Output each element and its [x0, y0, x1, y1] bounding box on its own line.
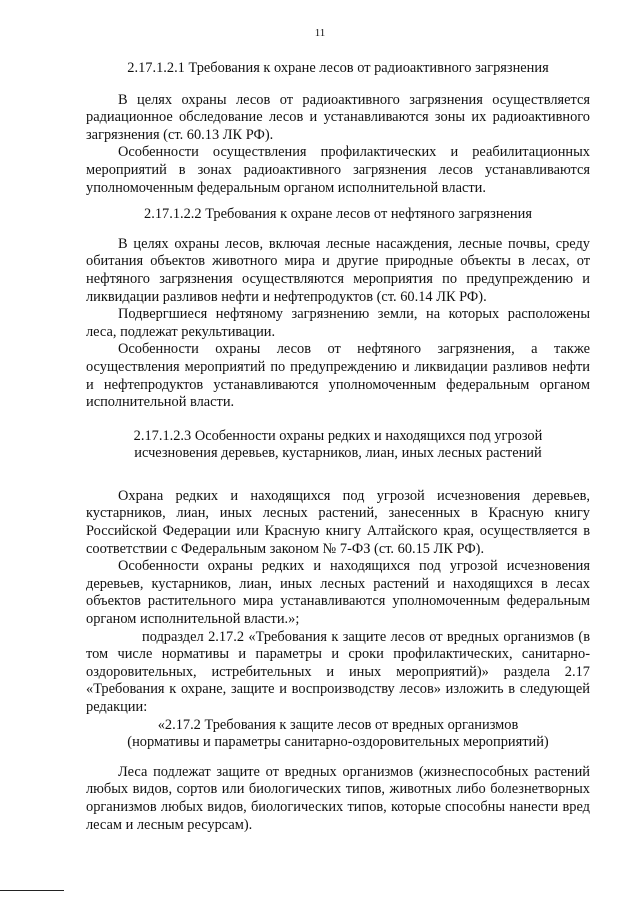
subsection-heading-line1: «2.17.2 Требования к защите лесов от вредных организмов	[157, 716, 519, 733]
subsection-heading-line2: (нормативы и параметры санитарно-оздоровительных мероприятий)	[127, 734, 549, 751]
page-number: 11	[314, 27, 326, 39]
paragraph: Подвергшиеся нефтяному загрязнению земли, на которых расположены леса, подлежат рекультивации.	[86, 306, 590, 340]
amendment-paragraph: подраздел 2.17.2 «Требования к защите лесов от вредных организмов (в том числе нормативы и параметры и сроки профилактических, санитарно-оздоровительных, истребительных и иных мероприятий)» раздела 2.17 «Требования к охране, защите и воспроизводству лесов» изложить в следующей редакции:	[86, 628, 590, 715]
footnote-divider	[0, 890, 64, 891]
paragraph: В целях охраны лесов от радиоактивного загрязнения осуществляется радиационное обследование лесов и устанавливаются зоны их радиоактивного загрязнения (ст. 60.13 ЛК РФ).	[86, 91, 590, 143]
section-heading-rare-line1: 2.17.1.2.3 Особенности охраны редких и находящихся под угрозой	[133, 427, 543, 444]
section-heading-rare-line2: исчезновения деревьев, кустарников, лиан, иных лесных растений	[134, 445, 542, 462]
paragraph: Леса подлежат защите от вредных организмов (жизнеспособных растений любых видов, сортов или биологических типов, животных либо болезнетворных организмов любых видов, биологических типов, которые способны нанести вред лесам и лесным ресурсам).	[86, 763, 590, 833]
paragraph: Охрана редких и находящихся под угрозой исчезновения деревьев, кустарников, лиан, иных лесных растений, занесенных в Красную книгу Российской Федерации или Красную книгу Алтайского края, осуществляется в соответствии с Федеральным законом № 7-ФЗ (ст. 60.15 ЛК РФ).	[86, 487, 590, 557]
document-body	[86, 60, 590, 834]
paragraph: В целях охраны лесов, включая лесные насаждения, лесные почвы, среду обитания объектов животного мира и другие природные объекты в лесах, от нефтяного загрязнения осуществляются мероприятия по предупреждению и ликвидации разливов нефти и нефтепродуктов (ст. 60.14 ЛК РФ).	[86, 235, 590, 305]
section-heading-rare	[86, 428, 590, 463]
paragraph: Особенности осуществления профилактических и реабилитационных мероприятий в зонах радиоактивного загрязнения лесов устанавливаются уполномоченным федеральным органом исполнительной власти.	[86, 144, 590, 196]
paragraph: Особенности охраны редких и находящихся под угрозой исчезновения деревьев, кустарников, лиан, иных лесных растений и находящихся в лесах объектов растительного мира устанавливаются уполномоченным федеральным органом исполнительной власти.»;	[86, 558, 590, 628]
section-heading-oil: 2.17.1.2.2 Требования к охране лесов от нефтяного загрязнения	[144, 206, 532, 223]
paragraph: Особенности охраны лесов от нефтяного загрязнения, а также осуществления мероприятий по предупреждению и ликвидации разливов нефти и нефтепродуктов устанавливаются уполномоченным федеральным органом исполнительной власти.	[86, 341, 590, 411]
section-heading-radioactive: 2.17.1.2.1 Требования к охране лесов от радиоактивного загрязнения	[127, 60, 549, 76]
